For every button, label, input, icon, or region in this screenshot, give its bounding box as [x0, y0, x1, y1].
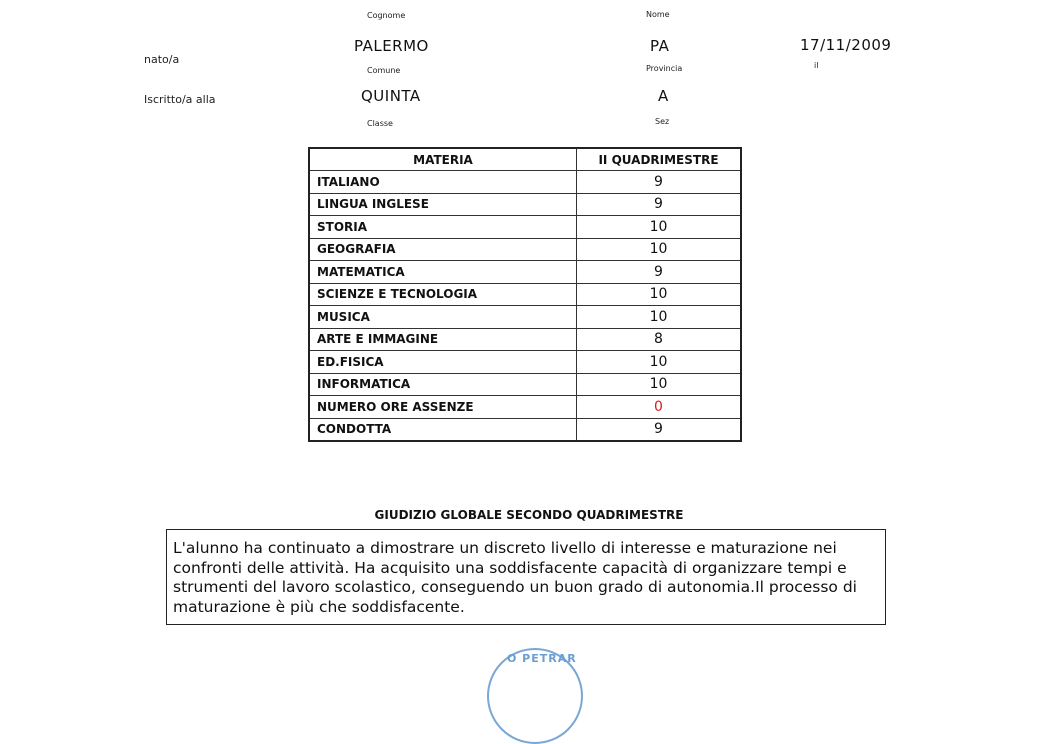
grades-body — [309, 171, 741, 442]
sez-label: Sez — [655, 117, 670, 126]
grade-subject: ARTE E IMMAGINE — [309, 328, 577, 351]
comune-label: Comune — [367, 66, 401, 75]
grade-value: 10 — [577, 373, 742, 396]
grade-row — [309, 216, 741, 239]
grade-value: 9 — [577, 261, 742, 284]
grade-row — [309, 238, 741, 261]
grade-subject: LINGUA INGLESE — [309, 193, 577, 216]
judgement-text: L'alunno ha continuato a dimostrare un discreto livello di interesse e maturazione nei confronti delle attività. Ha acquisito una soddisfacente capacità di organizzare tempi e strumenti del lavoro scolastico, conseguendo un buon grado di autonomia.Il processo di maturazione è più che soddisfacente. — [173, 539, 857, 616]
grade-value: 0 — [577, 396, 742, 419]
grade-row — [309, 171, 741, 194]
grade-row — [309, 328, 741, 351]
grade-value: 8 — [577, 328, 742, 351]
cognome-label: Cognome — [367, 11, 406, 20]
grade-value: 9 — [577, 193, 742, 216]
grade-subject: ITALIANO — [309, 171, 577, 194]
grade-row — [309, 283, 741, 306]
grade-value: 9 — [577, 418, 742, 441]
grade-subject: INFORMATICA — [309, 373, 577, 396]
provincia-value: PA — [650, 37, 670, 55]
grade-value: 9 — [577, 171, 742, 194]
col-term-header: II QUADRIMESTRE — [577, 148, 742, 171]
grade-row — [309, 418, 741, 441]
grade-row — [309, 306, 741, 329]
judgement-box — [166, 529, 886, 625]
grade-subject: ED.FISICA — [309, 351, 577, 374]
nato-label: nato/a — [144, 53, 180, 66]
grade-subject: NUMERO ORE ASSENZE — [309, 396, 577, 419]
nome-label: Nome — [646, 10, 670, 19]
grades-table — [308, 147, 742, 442]
grade-subject: MUSICA — [309, 306, 577, 329]
grade-row — [309, 193, 741, 216]
grade-value: 10 — [577, 306, 742, 329]
comune-value: PALERMO — [354, 37, 429, 55]
col-subject-header: MATERIA — [309, 148, 577, 171]
grade-row — [309, 396, 741, 419]
grade-value: 10 — [577, 351, 742, 374]
grade-value: 10 — [577, 216, 742, 239]
provincia-label: Provincia — [646, 64, 683, 73]
grade-subject: MATEMATICA — [309, 261, 577, 284]
grade-subject: SCIENZE E TECNOLOGIA — [309, 283, 577, 306]
grade-subject: STORIA — [309, 216, 577, 239]
classe-label: Classe — [367, 119, 393, 128]
grade-value: 10 — [577, 238, 742, 261]
grade-row — [309, 351, 741, 374]
grade-row — [309, 373, 741, 396]
grade-value: 10 — [577, 283, 742, 306]
school-stamp-text: O PETRAR — [507, 652, 577, 665]
grade-subject: CONDOTTA — [309, 418, 577, 441]
il-label: il — [814, 61, 819, 70]
grades-header-row — [309, 148, 741, 171]
classe-value: QUINTA — [361, 87, 421, 105]
grade-subject: GEOGRAFIA — [309, 238, 577, 261]
sez-value: A — [658, 87, 669, 105]
judgement-title: GIUDIZIO GLOBALE SECONDO QUADRIMESTRE — [374, 508, 684, 522]
birth-date-value: 17/11/2009 — [800, 36, 892, 54]
iscritto-label: Iscritto/a alla — [144, 93, 216, 106]
grade-row — [309, 261, 741, 284]
